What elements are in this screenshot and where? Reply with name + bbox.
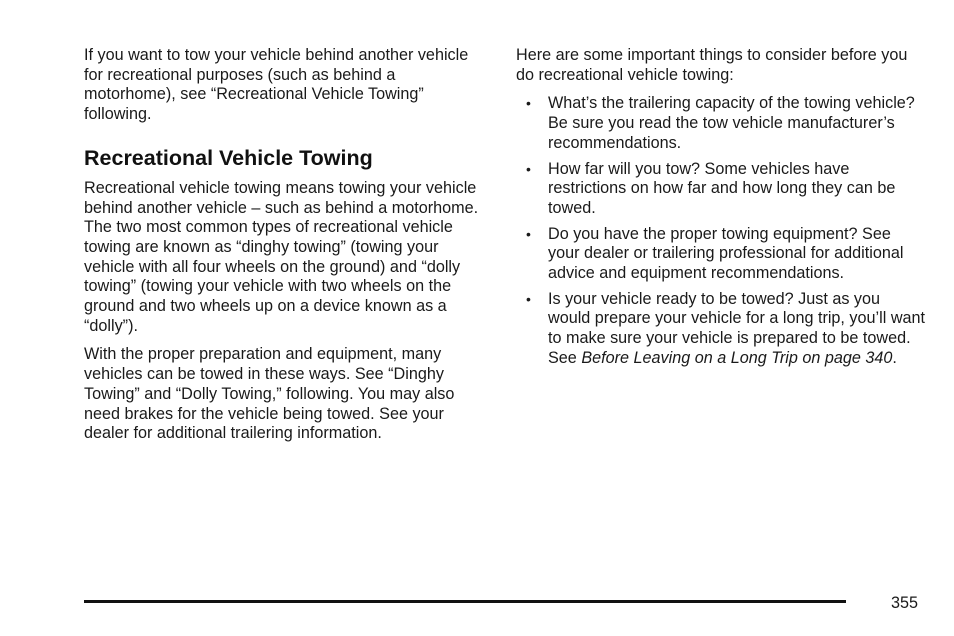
list-item <box>516 94 926 153</box>
list-item-text: How far will you tow? Some vehicles have restrictions on how far and how long they can be towed. <box>548 159 896 217</box>
bullet-icon: • <box>526 160 531 177</box>
body-paragraph-1: Recreational vehicle towing means towing your vehicle behind another vehicle – such as behind a motorhome. The two most common types of recreational vehicle towing are known as “dinghy towing” (towing your vehicle with all four wheels on the ground) and “dolly towing” (towing your vehicle with two wheels on the ground and two wheels up on a device known as a “dolly”). <box>84 178 479 335</box>
left-column <box>84 46 488 453</box>
intro-paragraph: If you want to tow your vehicle behind another vehicle for recreational purposes (such as behind a motorhome), see “Recreational Vehicle Towing” following. <box>84 46 469 124</box>
bullet-icon: • <box>526 95 531 112</box>
considerations-list <box>516 94 926 368</box>
page-number: 355 <box>890 594 918 612</box>
list-item-text: Is your vehicle ready to be towed? Just as you would prepare your vehicle for a long trip, you’ll want to make sure your vehicle is prepared to be towed. See <box>548 289 926 367</box>
body-paragraph-2: With the proper preparation and equipment, many vehicles can be towed in these ways. See “Dinghy Towing” and “Dolly Towing,” following. You may also need brakes for the vehicle being towed. See your dealer for additional trailering information. <box>84 345 455 443</box>
considerations-intro: Here are some important things to consider before you do recreational vehicle towing: <box>516 46 908 84</box>
list-item-text: Do you have the proper towing equipment? See your dealer or trailering professional for additional advice and equipment recommendations. <box>548 224 904 283</box>
list-item-text: What’s the trailering capacity of the towing vehicle? Be sure you read the tow vehicle manufacturer’s recommendations. <box>548 94 915 152</box>
section-heading: Recreational Vehicle Towing <box>84 145 373 170</box>
bullet-icon: • <box>526 225 531 242</box>
list-item <box>516 160 926 219</box>
cross-reference-link[interactable]: Before Leaving on a Long Trip on page 340 <box>581 348 893 367</box>
right-column <box>516 46 926 375</box>
footer-rule <box>84 600 846 603</box>
list-item-end: . <box>892 348 897 367</box>
bullet-icon: • <box>526 290 531 307</box>
list-item <box>516 290 926 369</box>
list-item <box>516 225 926 284</box>
